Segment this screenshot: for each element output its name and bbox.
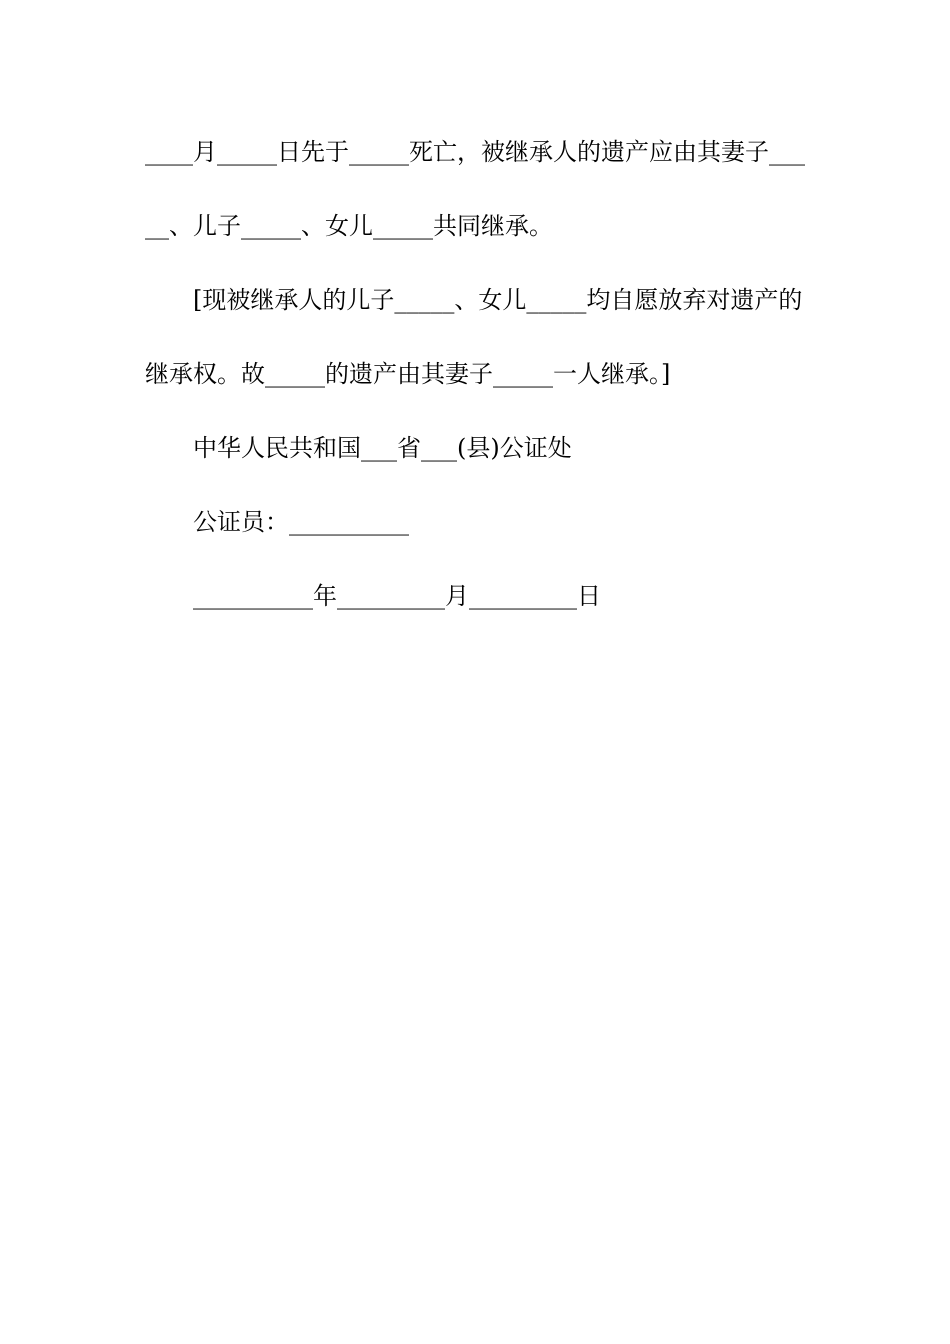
notary-office-line: 中华人民共和国___省___(县)公证处 <box>193 434 572 462</box>
paragraph-line-3: [现被继承人的儿子_____、女儿_____均自愿放弃对遗产的 <box>193 286 803 314</box>
paragraph-line-4: 继承权。故_____的遗产由其妻子_____一人继承。] <box>145 360 671 388</box>
paragraph-line-2: __、儿子_____、女儿_____共同继承。 <box>145 212 553 240</box>
notary-signature-line: 公证员：__________ <box>193 508 409 536</box>
date-line: __________年_________月_________日 <box>193 582 601 610</box>
paragraph-line-1: ____月_____日先于_____死亡，被继承人的遗产应由其妻子___ <box>145 138 805 166</box>
